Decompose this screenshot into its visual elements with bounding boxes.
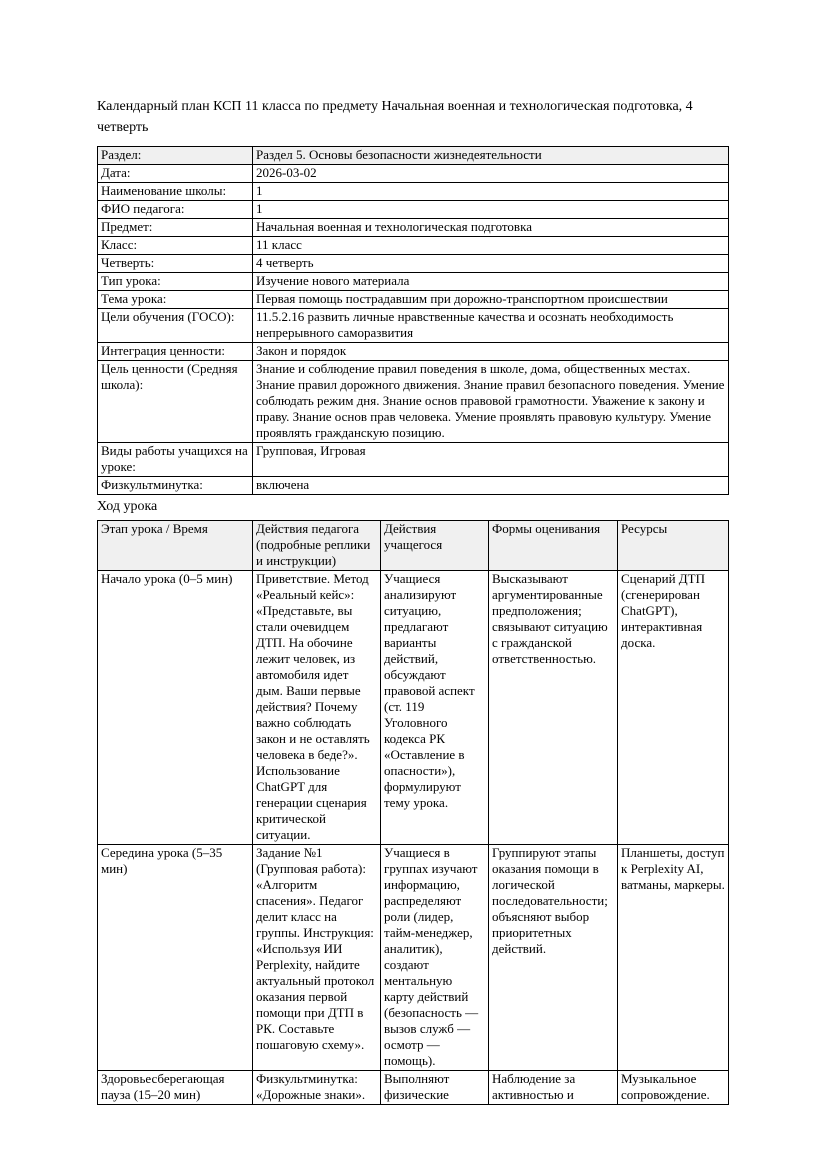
info-value: 2026-03-02 bbox=[253, 165, 729, 183]
info-value: 1 bbox=[253, 201, 729, 219]
info-label: Физкультминутка: bbox=[98, 477, 253, 495]
assessment-cell: Группируют этапы оказания помощи в логической последовательности; объясняют выбор приоритетных действий. bbox=[489, 845, 618, 1071]
header-student-actions: Действия учащегося bbox=[381, 521, 489, 571]
info-value: Закон и порядок bbox=[253, 343, 729, 361]
info-label: ФИО педагога: bbox=[98, 201, 253, 219]
info-value: включена bbox=[253, 477, 729, 495]
info-value: Первая помощь пострадавшим при дорожно-транспортном происшествии bbox=[253, 291, 729, 309]
resources-cell: Планшеты, доступ к Perplexity AI, ватманы, маркеры. bbox=[618, 845, 729, 1071]
teacher-actions-cell: Приветствие. Метод «Реальный кейс»: «Представьте, вы стали очевидцем ДТП. На обочине лежит человек, из автомобиля идет дым. Ваши первые действия? Почему важно соблюдать закон и не оставлять человека в беде?». Использование ChatGPT для генерации сценария критической ситуации. bbox=[253, 571, 381, 845]
info-value: Изучение нового материала bbox=[253, 273, 729, 291]
header-resources: Ресурсы bbox=[618, 521, 729, 571]
info-value: 11 класс bbox=[253, 237, 729, 255]
info-label: Интеграция ценности: bbox=[98, 343, 253, 361]
lesson-flow-table bbox=[97, 520, 729, 1105]
info-value: 4 четверть bbox=[253, 255, 729, 273]
lesson-row-start bbox=[98, 571, 729, 845]
lesson-row-middle bbox=[98, 845, 729, 1071]
info-value: Групповая, Игровая bbox=[253, 443, 729, 477]
info-row-values-goal bbox=[98, 361, 729, 443]
header-stage-time: Этап урока / Время bbox=[98, 521, 253, 571]
info-row-date bbox=[98, 165, 729, 183]
stage-cell: Середина урока (5–35 мин) bbox=[98, 845, 253, 1071]
info-value: 11.5.2.16 развить личные нравственные качества и осознать необходимость непрерывного саморазвития bbox=[253, 309, 729, 343]
info-label: Раздел: bbox=[98, 147, 253, 165]
info-value: Раздел 5. Основы безопасности жизнедеятельности bbox=[253, 147, 729, 165]
student-actions-cell: Учащиеся анализируют ситуацию, предлагают варианты действий, обсуждают правовой аспект (ст. 119 Уголовного кодекса РК «Оставление в опасности»), формулируют тему урока. bbox=[381, 571, 489, 845]
info-row-teacher-name bbox=[98, 201, 729, 219]
student-actions-cell: Учащиеся в группах изучают информацию, распределяют роли (лидер, тайм-менеджер, аналитик), создают ментальную карту действий (безопасность — вызов служб — осмотр — помощь). bbox=[381, 845, 489, 1071]
header-teacher-actions: Действия педагога (подробные реплики и инструкции) bbox=[253, 521, 381, 571]
lesson-info-table bbox=[97, 146, 729, 495]
assessment-cell: Высказывают аргументированные предположения; связывают ситуацию с гражданской ответственностью. bbox=[489, 571, 618, 845]
info-label: Класс: bbox=[98, 237, 253, 255]
info-label: Цели обучения (ГОСО): bbox=[98, 309, 253, 343]
info-row-class bbox=[98, 237, 729, 255]
assessment-cell: Наблюдение за активностью и bbox=[489, 1071, 618, 1105]
info-row-school bbox=[98, 183, 729, 201]
info-label: Наименование школы: bbox=[98, 183, 253, 201]
header-assessment-forms: Формы оценивания bbox=[489, 521, 618, 571]
info-row-goals bbox=[98, 309, 729, 343]
lesson-row-health-pause bbox=[98, 1071, 729, 1105]
info-label: Четверть: bbox=[98, 255, 253, 273]
resources-cell: Сценарий ДТП (сгенерирован ChatGPT), интерактивная доска. bbox=[618, 571, 729, 845]
info-label: Тип урока: bbox=[98, 273, 253, 291]
teacher-actions-cell: Задание №1 (Групповая работа): «Алгоритм спасения». Педагог делит класс на группы. Инструкция: «Используя ИИ Perplexity, найдите актуальный протокол оказания первой помощи при ДТП в РК. Составьте пошаговую схему». bbox=[253, 845, 381, 1071]
lesson-table-header-row bbox=[98, 521, 729, 571]
info-value: 1 bbox=[253, 183, 729, 201]
info-label: Дата: bbox=[98, 165, 253, 183]
info-label: Цель ценности (Средняя школа): bbox=[98, 361, 253, 443]
info-row-work-types bbox=[98, 443, 729, 477]
info-row-razdel bbox=[98, 147, 729, 165]
stage-cell: Начало урока (0–5 мин) bbox=[98, 571, 253, 845]
info-row-quarter bbox=[98, 255, 729, 273]
info-value: Начальная военная и технологическая подготовка bbox=[253, 219, 729, 237]
info-row-lesson-type bbox=[98, 273, 729, 291]
info-label: Виды работы учащихся на уроке: bbox=[98, 443, 253, 477]
info-label: Предмет: bbox=[98, 219, 253, 237]
info-row-lesson-topic bbox=[98, 291, 729, 309]
document-title: Календарный план КСП 11 класса по предмету Начальная военная и технологическая подготовка, 4 четверть bbox=[97, 99, 693, 135]
lesson-flow-heading: Ход урока bbox=[97, 499, 158, 514]
info-row-phys-minute bbox=[98, 477, 729, 495]
teacher-actions-cell: Физкультминутка: «Дорожные знаки». bbox=[253, 1071, 381, 1105]
info-value: Знание и соблюдение правил поведения в школе, дома, общественных местах. Знание правил дорожного движения. Знание правил безопасного поведения. Умение соблюдать режим дня. Знание основ правовой грамотности. Уважение к закону и праву. Знание основ прав человека. Умение проявлять правовую культуру. Умение проявлять гражданскую позицию. bbox=[253, 361, 729, 443]
resources-cell: Музыкальное сопровождение. bbox=[618, 1071, 729, 1105]
info-row-values-integration bbox=[98, 343, 729, 361]
info-row-subject bbox=[98, 219, 729, 237]
info-label: Тема урока: bbox=[98, 291, 253, 309]
stage-cell: Здоровьесберегающая пауза (15–20 мин) bbox=[98, 1071, 253, 1105]
student-actions-cell: Выполняют физические bbox=[381, 1071, 489, 1105]
